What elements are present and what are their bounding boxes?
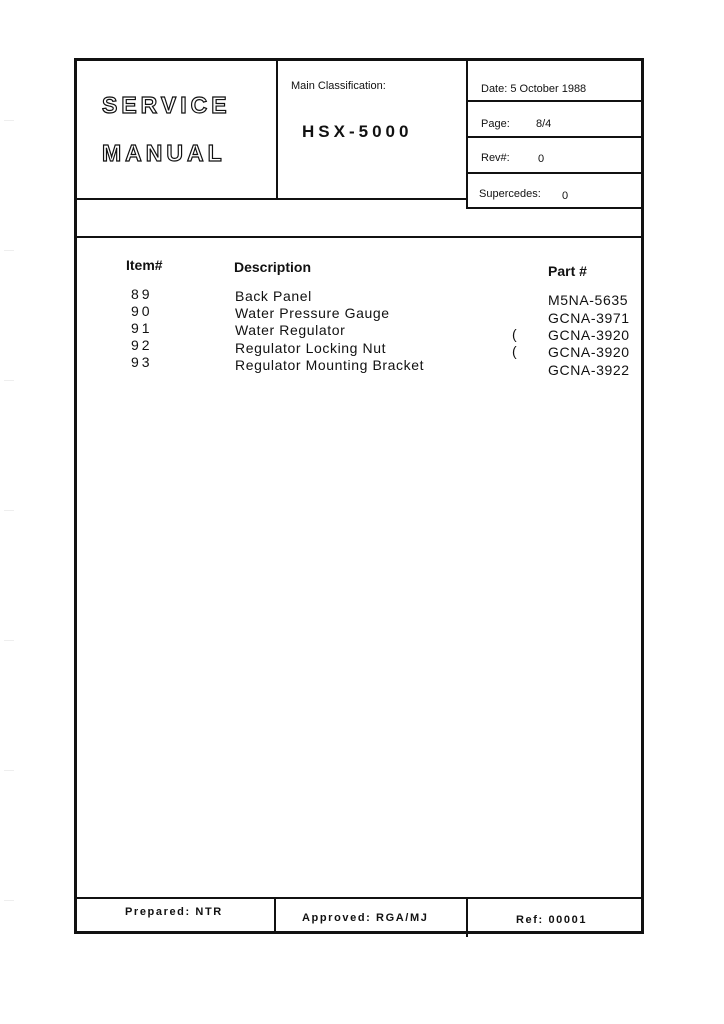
margin-mark (4, 250, 14, 251)
item-number: 93 (131, 354, 153, 370)
column-header-item: Item# (126, 257, 163, 273)
title-service: SERVICE (102, 92, 231, 118)
margin-mark (4, 900, 14, 901)
item-description: Water Pressure Gauge (235, 305, 390, 321)
section-rule (76, 236, 642, 238)
rev-value: 0 (538, 153, 545, 165)
item-number: 92 (131, 337, 153, 353)
bracket-mark: ( (512, 343, 518, 359)
margin-mark (4, 120, 14, 121)
margin-mark (4, 640, 14, 641)
header-bottom-rule (76, 198, 468, 200)
footer-divider-2 (466, 897, 468, 937)
item-description: Regulator Locking Nut (235, 340, 387, 356)
bracket-mark: ( (512, 326, 518, 342)
title-manual: MANUAL (102, 140, 226, 166)
supercedes-label: Supercedes: (479, 188, 541, 200)
header-divider-1 (276, 60, 278, 200)
part-number: GCNA-3920 (548, 327, 630, 343)
part-number: GCNA-3922 (548, 362, 630, 378)
document-frame (74, 58, 644, 934)
item-number: 89 (131, 286, 153, 302)
margin-mark (4, 770, 14, 771)
header-bottom-rule-right (466, 207, 642, 209)
rev-label: Rev#: (481, 152, 510, 164)
approved-by: Approved: RGA/MJ (302, 912, 429, 924)
part-number: GCNA-3920 (548, 344, 630, 360)
date-field: Date: 5 October 1988 (481, 83, 587, 95)
column-header-description: Description (234, 259, 312, 275)
header-divider-2 (466, 60, 468, 208)
item-description: Back Panel (235, 288, 312, 304)
header-rule-date (466, 100, 642, 102)
footer-top-rule (76, 897, 642, 899)
classification-value: HSX-5000 (302, 122, 413, 141)
page-value: 8/4 (536, 118, 552, 130)
part-number: M5NA-5635 (548, 292, 629, 308)
prepared-by: Prepared: NTR (125, 906, 223, 918)
column-header-part: Part # (548, 263, 587, 279)
part-number: GCNA-3971 (548, 310, 630, 326)
footer-divider-1 (274, 897, 276, 933)
page-label: Page: (481, 118, 510, 130)
margin-mark (4, 510, 14, 511)
item-number: 91 (131, 320, 153, 336)
item-description: Water Regulator (235, 322, 346, 338)
header-rule-rev (466, 172, 642, 174)
item-number: 90 (131, 303, 153, 319)
header-rule-page (466, 136, 642, 138)
margin-mark (4, 380, 14, 381)
classification-label: Main Classification: (291, 80, 386, 92)
supercedes-value: 0 (562, 190, 569, 202)
item-description: Regulator Mounting Bracket (235, 357, 425, 373)
reference-number: Ref: 00001 (516, 914, 588, 926)
